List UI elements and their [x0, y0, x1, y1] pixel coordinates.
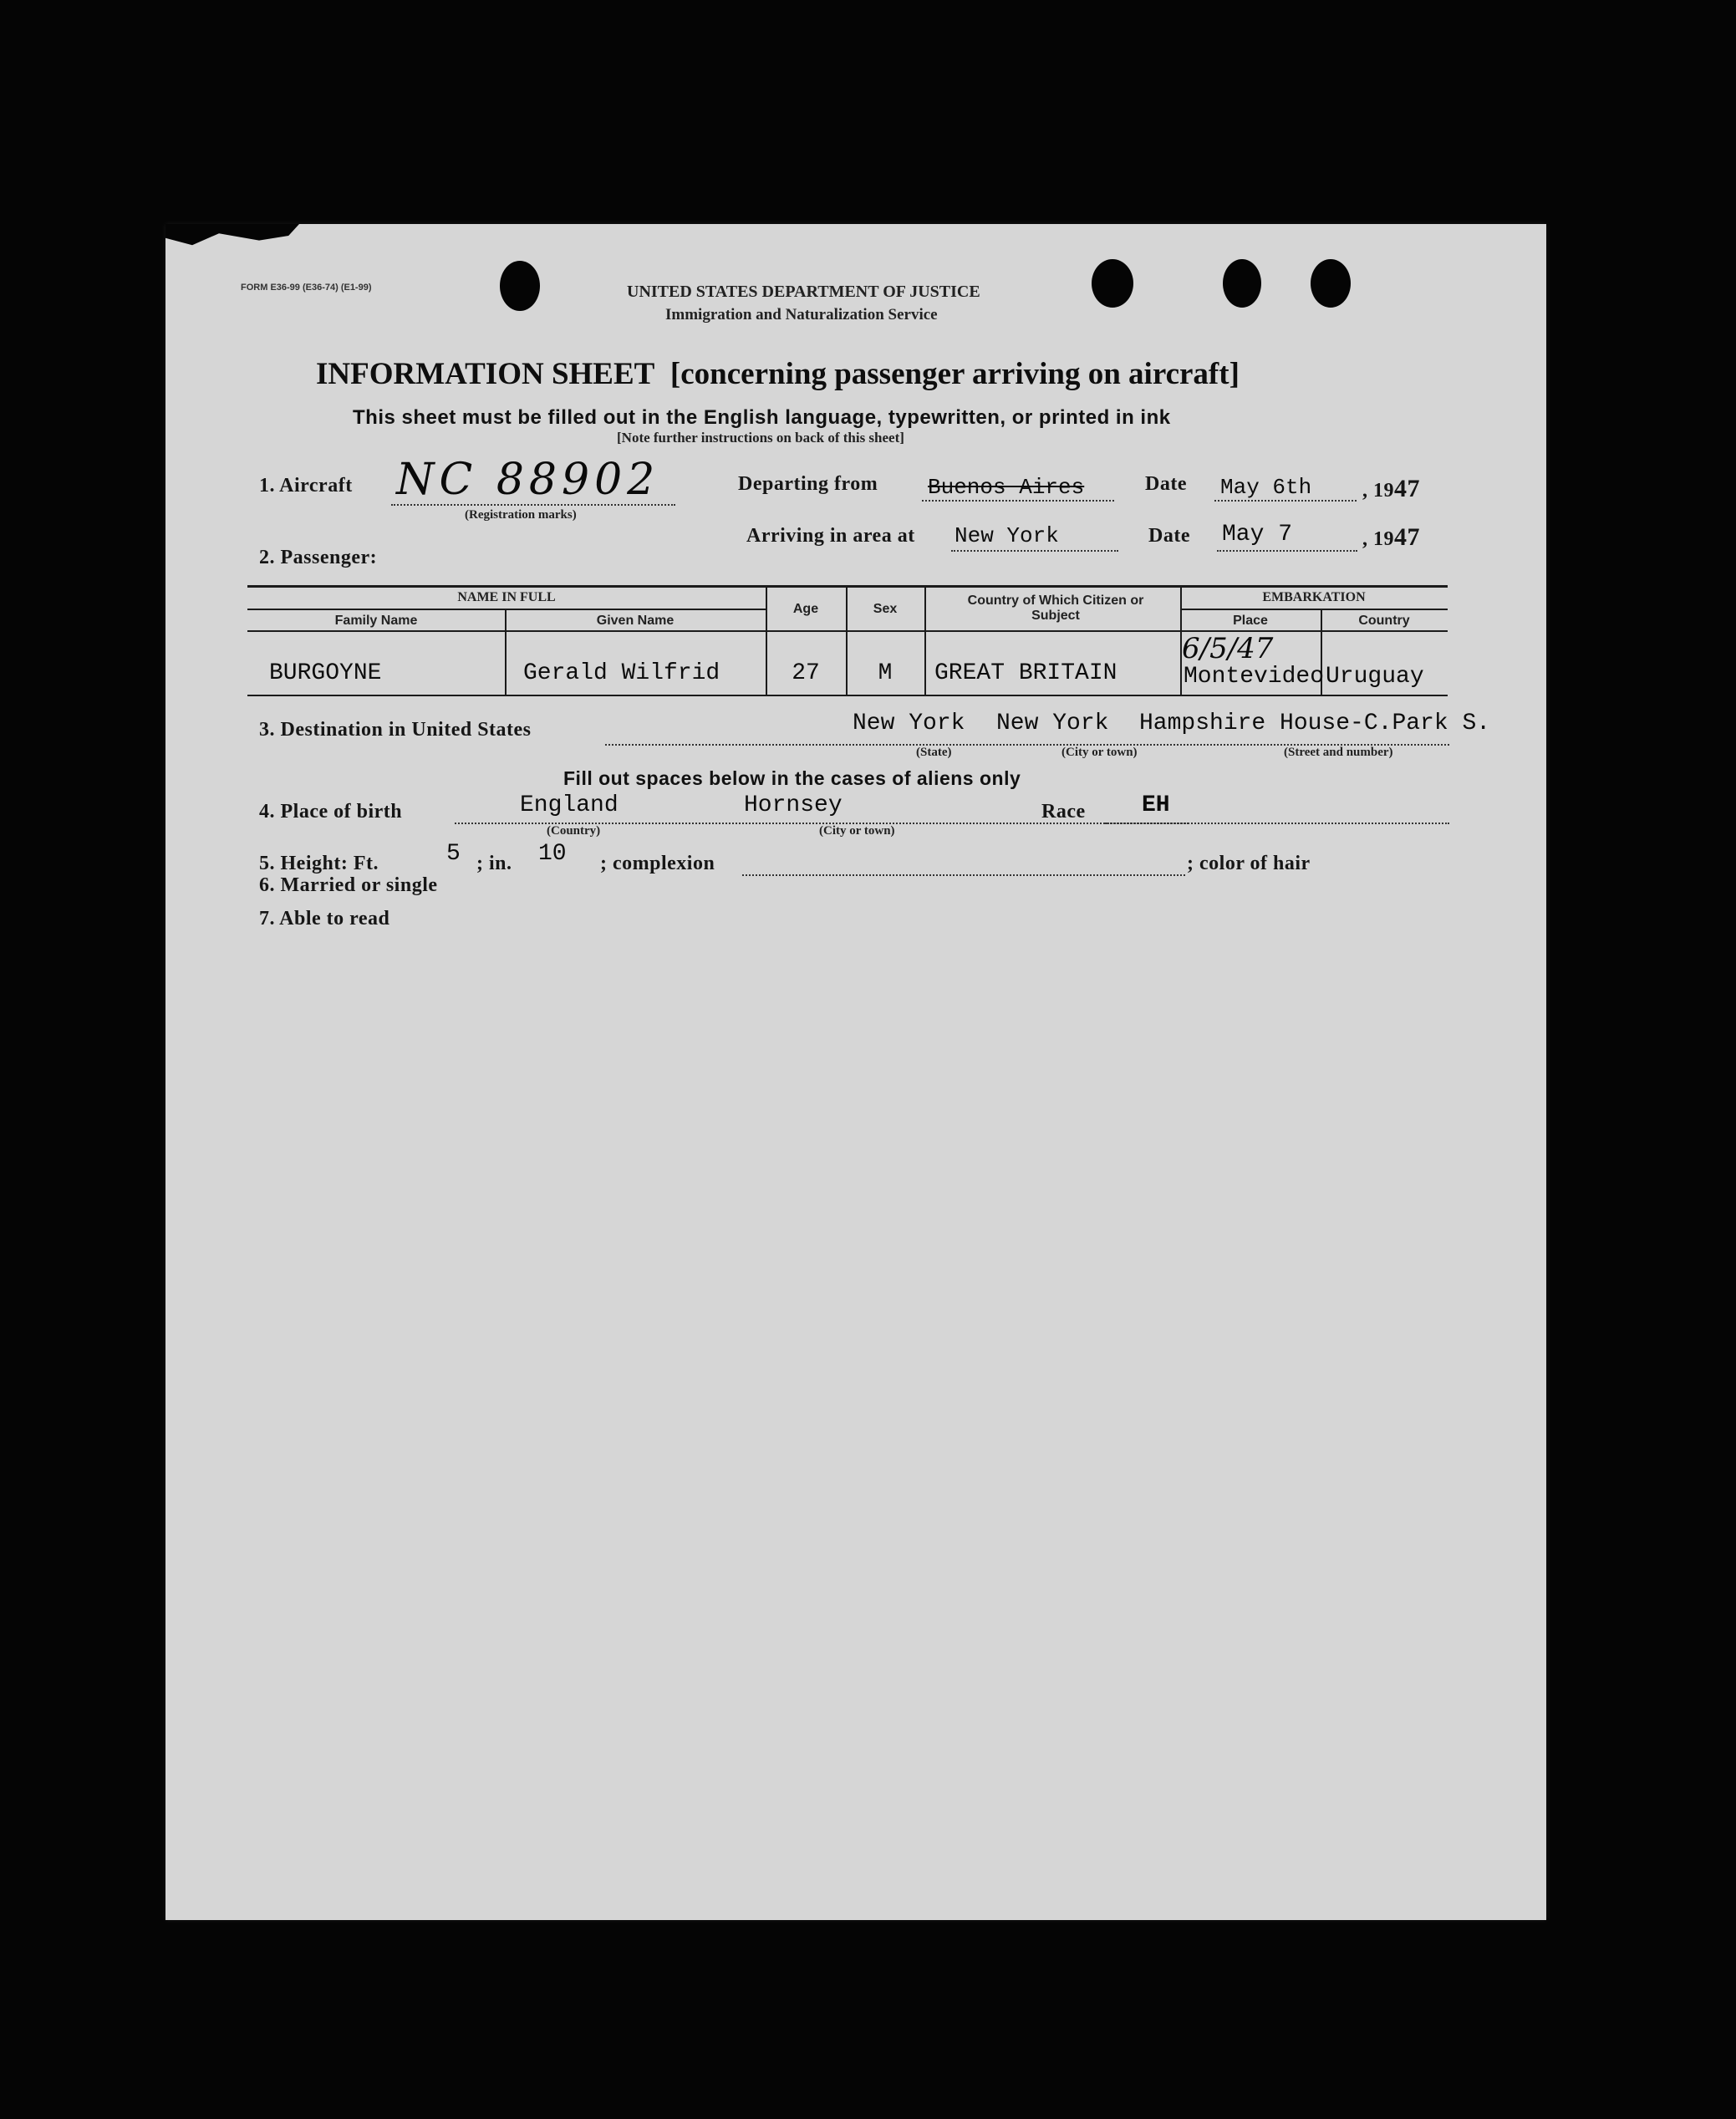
embark-place-value: Montevideo	[1184, 664, 1325, 690]
race-line	[1105, 823, 1449, 824]
complexion-line	[742, 874, 1185, 876]
embark-country-value: Uruguay	[1326, 664, 1424, 690]
arriving-label: Arriving in area at	[746, 525, 915, 547]
family-name-header: Family Name	[334, 614, 418, 628]
destination-label: 3. Destination in United States	[259, 719, 532, 741]
departing-label: Departing from	[738, 473, 878, 495]
departing-year-value: 47	[1394, 475, 1420, 502]
race-label: Race	[1041, 801, 1086, 823]
aliens-note: Fill out spaces below in the cases of aliens only	[563, 767, 1021, 789]
sex-value: M	[878, 660, 893, 686]
aircraft-registration: NC 88902	[396, 455, 660, 505]
arriving-year	[1362, 523, 1420, 552]
arriving-year-prefix: , 19	[1362, 528, 1394, 550]
punch-hole	[1311, 259, 1351, 308]
race-value: EH	[1142, 792, 1170, 818]
arriving-year-value: 47	[1394, 523, 1420, 551]
punch-hole	[1223, 259, 1261, 308]
arriving-line	[951, 550, 1118, 552]
place-header: Place	[1233, 614, 1268, 628]
departing-year-prefix: , 19	[1362, 480, 1394, 502]
complexion-label: ; complexion	[600, 853, 715, 874]
birth-city: Hornsey	[744, 792, 843, 818]
passenger-label: 2. Passenger:	[259, 547, 378, 568]
arriving-city: New York	[955, 523, 1059, 548]
country-header: Country	[1358, 614, 1410, 628]
punch-hole	[1092, 259, 1133, 308]
read-label: 7. Able to read	[259, 908, 390, 930]
destination-state: New York	[853, 711, 965, 736]
age-value: 27	[792, 660, 820, 686]
embark-date-value: 6/5/47	[1182, 632, 1274, 665]
table-header-rule	[247, 609, 766, 610]
embarkation-header: EMBARKATION	[1262, 590, 1366, 604]
title-main: INFORMATION SHEET	[316, 357, 654, 391]
subtitle: This sheet must be filled out in the English language, typewritten, or printed in ink	[353, 406, 1171, 429]
caption-city: (City or town)	[1061, 746, 1138, 759]
instructions-note: [Note further instructions on back of this sheet]	[617, 430, 904, 446]
torn-corner	[165, 224, 299, 247]
age-header: Age	[792, 602, 819, 616]
caption-country: (Country)	[547, 824, 601, 838]
given-name-value: Gerald Wilfrid	[523, 660, 720, 686]
given-name-header: Given Name	[596, 614, 675, 628]
aircraft-line	[391, 504, 675, 506]
height-in: 10	[538, 841, 567, 867]
caption-city: (City or town)	[819, 824, 895, 838]
name-in-full-header: NAME IN FULL	[457, 590, 556, 604]
family-name-value: BURGOYNE	[269, 660, 382, 686]
col-divider	[924, 585, 926, 695]
document-sheet	[165, 224, 1546, 1920]
arriving-date-label: Date	[1148, 525, 1190, 547]
departing-date-line	[1214, 500, 1357, 502]
table-header-rule-emb	[1180, 609, 1448, 610]
departing-date: May 6th	[1220, 475, 1312, 500]
departing-year	[1362, 475, 1420, 503]
table-bottom-rule	[247, 695, 1448, 696]
inches-label: ; in.	[476, 853, 512, 874]
service-name: Immigration and Naturalization Service	[665, 306, 938, 323]
arriving-date-line	[1217, 550, 1357, 552]
form-code: FORM E36-99 (E36-74) (E1-99)	[241, 283, 372, 293]
arriving-date: May 7	[1222, 522, 1293, 548]
birth-label: 4. Place of birth	[259, 801, 403, 823]
punch-hole	[500, 261, 540, 311]
hair-label: ; color of hair	[1187, 853, 1311, 874]
caption-street: (Street and number)	[1284, 746, 1393, 759]
height-ft: 5	[446, 841, 461, 867]
title-bracket: [concerning passenger arriving on aircraft]	[669, 357, 1240, 391]
birth-country: England	[520, 792, 619, 818]
department-name: UNITED STATES DEPARTMENT OF JUSTICE	[627, 283, 980, 301]
departing-date-label: Date	[1145, 473, 1187, 495]
aircraft-label: 1. Aircraft	[259, 475, 353, 497]
destination-street: Hampshire House-C.Park S.	[1139, 711, 1491, 736]
registration-caption: (Registration marks)	[465, 508, 577, 522]
height-label: 5. Height: Ft.	[259, 853, 379, 874]
destination-city: New York	[996, 711, 1109, 736]
departing-city: Buenos Aires	[928, 475, 1085, 500]
citizen-header: Country of Which Citizen or Subject	[967, 593, 1144, 623]
departing-line	[922, 500, 1114, 502]
page-title	[316, 356, 1240, 392]
caption-state: (State)	[916, 746, 952, 759]
married-label: 6. Married or single	[259, 874, 438, 896]
table-top-rule	[247, 585, 1448, 588]
sex-header: Sex	[873, 602, 898, 616]
citizen-value: GREAT BRITAIN	[934, 660, 1117, 686]
